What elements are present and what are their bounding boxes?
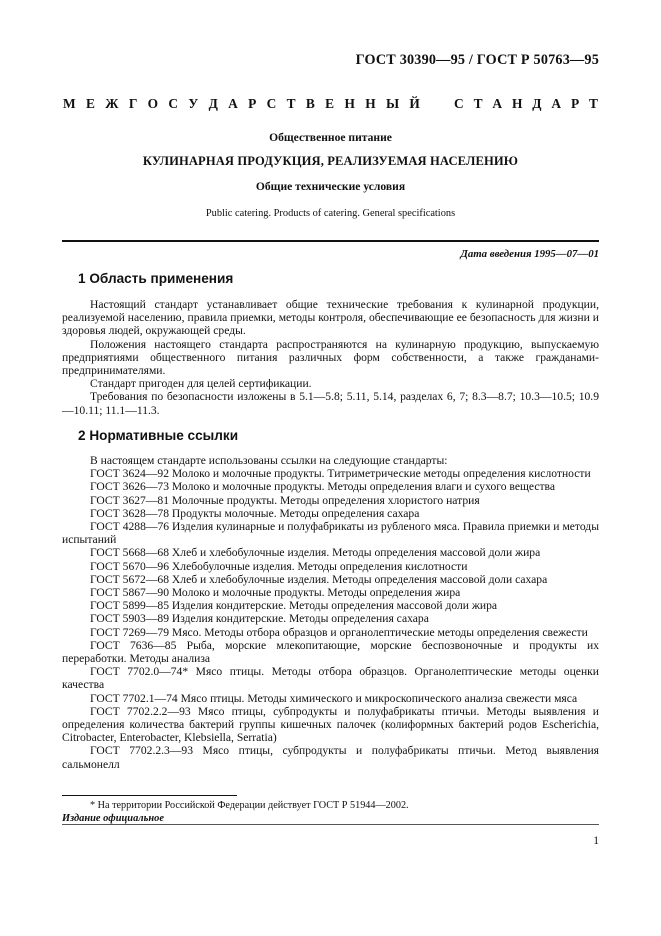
banner-letter: Ж	[105, 96, 119, 111]
section-1-heading: 1 Область применения	[78, 271, 234, 286]
title-divider	[62, 240, 599, 242]
reference-item: ГОСТ 7702.0—74* Мясо птицы. Методы отбора образцов. Органолептические методы оценки качества	[62, 665, 599, 692]
banner-letter: С	[454, 96, 464, 111]
banner-letter: Д	[208, 96, 218, 111]
reference-item: ГОСТ 5668—68 Хлеб и хлебобулочные изделия. Методы определения массовой доли жира	[90, 546, 541, 560]
banner-letter: Т	[473, 96, 483, 111]
standard-code-header: ГОСТ 30390—95 / ГОСТ Р 50763—95	[355, 52, 599, 68]
reference-item: ГОСТ 3624—92 Молоко и молочные продукты. Титриметрические методы определения кислотности	[90, 467, 591, 481]
page-number: 1	[593, 834, 599, 847]
banner-word-interstate	[63, 97, 420, 110]
section-1-paragraph: Стандарт пригоден для целей сертификации.	[90, 377, 312, 391]
reference-item: ГОСТ 5672—68 Хлеб и хлебобулочные изделия. Методы определения массовой доли сахара	[90, 572, 548, 586]
footnote: * На территории Российской Федерации действует ГОСТ Р 51944—2002.	[90, 800, 409, 811]
english-title: Public catering. Products of catering. General specifications	[205, 208, 456, 219]
reference-item: ГОСТ 3628—78 Продукты молочные. Методы определения сахара	[90, 506, 420, 520]
reference-item: ГОСТ 5670—96 Хлебобулочные изделия. Методы определения кислотности	[90, 559, 468, 573]
banner-letter: Е	[85, 96, 95, 111]
banner-letter: Р	[570, 96, 580, 111]
reference-item: ГОСТ 7269—79 Мясо. Методы отбора образцов и органолептические методы определения свежести	[90, 625, 588, 639]
banner-letter: С	[266, 96, 277, 111]
edition-label: Издание официальное	[62, 813, 164, 824]
section-2-heading: 2 Нормативные ссылки	[78, 428, 239, 443]
banner-letter: А	[551, 96, 562, 111]
reference-item: ГОСТ 3626—73 Молоко и молочные продукты. Методы определения влаги и сухого вещества	[90, 480, 556, 494]
footnote-divider	[62, 795, 237, 796]
banner-letter: Й	[409, 96, 420, 111]
banner-letter: Г	[128, 96, 138, 111]
reference-item: ГОСТ 7702.2.3—93 Мясо птицы, субпродукты и полуфабрикаты птичьи. Метод выявления сальмонелл	[62, 744, 599, 771]
banner-letter: Е	[325, 96, 335, 111]
edition-divider	[62, 824, 599, 825]
document-title: КУЛИНАРНАЯ ПРОДУКЦИЯ, РЕАЛИЗУЕМАЯ НАСЕЛЕНИЮ	[142, 154, 519, 168]
banner-letter: У	[188, 96, 199, 111]
section-1-paragraph: Положения настоящего стандарта распространяются на кулинарную продукцию, выпускаемую предприятиями общественного питания различных форм собственности, а также гражданами-предпринимателями.	[62, 337, 599, 378]
banner-letter: Н	[344, 96, 355, 111]
document-subtitle: Общие технические условия	[255, 180, 406, 193]
banner-letter: Д	[532, 96, 542, 111]
introduction-date: Дата введения 1995—07—01	[460, 248, 599, 260]
reference-item: ГОСТ 5867—90 Молоко и молочные продукты. Методы определения жира	[90, 586, 461, 600]
banner-letter: А	[492, 96, 503, 111]
banner-letter: В	[305, 96, 315, 111]
banner-letter: Т	[589, 96, 598, 111]
banner-letter: А	[228, 96, 238, 111]
banner-letter: Р	[248, 96, 257, 111]
section-2-intro: В настоящем стандарте использованы ссылки на следующие стандарты:	[90, 454, 448, 467]
section-1-body	[62, 298, 599, 417]
section-1-paragraph: Требования по безопасности изложены в 5.1—5.8; 5.11, 5.14, разделах 6, 7; 8.3—8.7; 10.3—10.5; 10.9—10.11; 11.1—11.3.	[62, 390, 599, 417]
banner-word-standard	[454, 97, 598, 110]
reference-item: ГОСТ 5903—89 Изделия кондитерские. Методы определения сахара	[90, 612, 429, 626]
reference-item: ГОСТ 7702.1—74 Мясо птицы. Методы химического и микроскопического анализа свежести мяса	[90, 691, 578, 705]
banner-letter: Н	[365, 96, 376, 111]
subject-area: Общественное питание	[269, 131, 392, 144]
reference-item: ГОСТ 5899—85 Изделия кондитерские. Методы определения массовой доли жира	[90, 599, 498, 613]
interstate-standard-banner	[63, 97, 598, 110]
reference-item: ГОСТ 7636—85 Рыба, морские млекопитающие, морские беспозвоночные и продукты их переработки. Методы анализа	[62, 638, 599, 666]
banner-letter: Т	[286, 96, 296, 111]
banner-letter: О	[147, 96, 159, 111]
banner-letter: Ы	[385, 96, 400, 111]
banner-letter: Н	[511, 96, 523, 111]
reference-item: ГОСТ 4288—76 Изделия кулинарные и полуфабрикаты из рубленого мяса. Правила приемки и методы испытаний	[62, 520, 599, 547]
section-1-paragraph: Настоящий стандарт устанавливает общие технические требования к кулинарной продукции, реализуемой населению, правила приемки, методы контроля, обеспечивающие ее безопасность для жизни и здоровья людей, окружающей среды.	[62, 298, 599, 338]
banner-letter: С	[168, 96, 179, 111]
section-2-body	[62, 454, 599, 771]
reference-item: ГОСТ 3627—81 Молочные продукты. Методы определения хлористого натрия	[90, 493, 480, 507]
banner-letter: М	[63, 96, 76, 111]
reference-item: ГОСТ 7702.2.2—93 Мясо птицы, субпродукты и полуфабрикаты птичьи. Методы выявления и определения количества бактерий группы кишечных палочек (колиформных бактерий родов Escherichia, Citrobacter, Enterobacter, Klebsiella, Serratia)	[62, 704, 599, 745]
